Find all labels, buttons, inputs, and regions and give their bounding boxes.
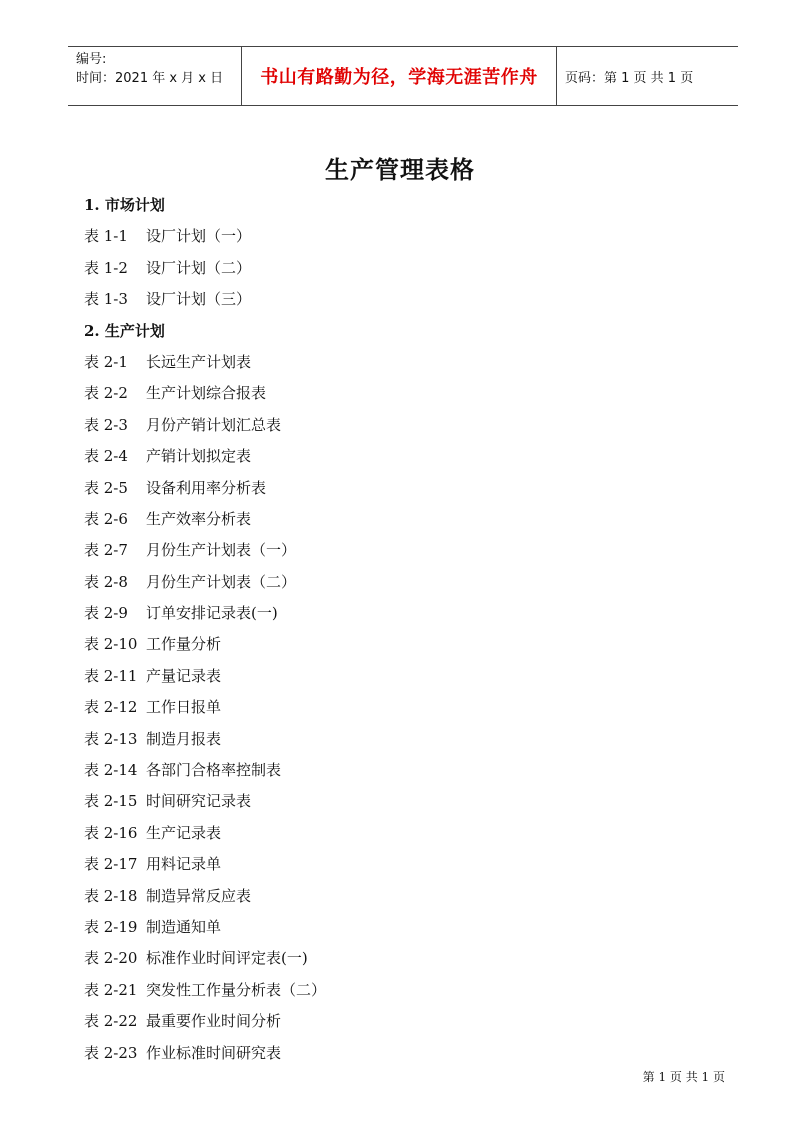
toc-item — [84, 441, 326, 472]
toc-item-label: 表 2-19 — [84, 917, 138, 936]
toc-item — [84, 818, 326, 849]
toc-item — [84, 347, 326, 378]
toc-item-title: 产量记录表 — [146, 666, 222, 685]
toc-item-label: 表 2-17 — [84, 855, 138, 874]
toc-item-title: 月份生产计划表（二） — [146, 572, 297, 591]
toc-item — [84, 567, 326, 598]
toc-item-label: 表 2-23 — [84, 1043, 138, 1062]
toc-item — [84, 253, 326, 284]
toc-item-label: 表 2-9 — [84, 604, 128, 623]
header-meta — [68, 47, 242, 105]
table-of-contents — [84, 190, 326, 1069]
toc-item — [84, 849, 326, 880]
toc-item-title: 设厂计划（一） — [146, 227, 252, 246]
toc-item-label: 表 2-5 — [84, 478, 128, 497]
toc-item — [84, 473, 326, 504]
toc-item-title: 设备利用率分析表 — [146, 478, 267, 497]
toc-item-label: 表 2-2 — [84, 384, 128, 403]
toc-item-label: 表 2-14 — [84, 761, 138, 780]
toc-item-label: 表 2-22 — [84, 1012, 138, 1031]
toc-item — [84, 629, 326, 660]
toc-item — [84, 912, 326, 943]
toc-item-label: 1. 市场计划 — [84, 196, 165, 214]
toc-item-label: 表 2-8 — [84, 572, 128, 591]
toc-item-label: 表 2-21 — [84, 980, 138, 999]
toc-item-label: 表 2-15 — [84, 792, 138, 811]
toc-item-title: 产销计划拟定表 — [146, 447, 252, 466]
toc-item — [84, 661, 326, 692]
toc-item-title: 突发性工作量分析表（二） — [146, 980, 327, 999]
toc-item — [84, 786, 326, 817]
toc-item-label: 表 1-1 — [84, 227, 128, 246]
toc-item-title: 工作量分析 — [146, 635, 222, 654]
toc-item-label: 表 2-10 — [84, 635, 138, 654]
toc-item-title: 月份生产计划表（一） — [146, 541, 297, 560]
toc-item — [84, 975, 326, 1006]
toc-item-label: 表 2-1 — [84, 352, 128, 371]
header-page-info: 页码：第 1 页 共 1 页 — [565, 70, 694, 86]
toc-item-title: 长远生产计划表 — [146, 352, 252, 371]
toc-item-title: 制造异常反应表 — [146, 886, 252, 905]
toc-item-label: 表 2-16 — [84, 823, 138, 842]
toc-item-title: 生产记录表 — [146, 823, 222, 842]
toc-item-title: 用料记录单 — [146, 855, 222, 874]
toc-item — [84, 881, 326, 912]
toc-item-label: 表 2-13 — [84, 729, 138, 748]
page-footer: 第 1 页 共 1 页 — [642, 1070, 725, 1084]
toc-item — [84, 1006, 326, 1037]
toc-item-label: 表 2-20 — [84, 949, 138, 968]
toc-item-label: 表 2-3 — [84, 415, 128, 434]
toc-item-title: 设厂计划（二） — [146, 258, 252, 277]
toc-item-label: 表 1-3 — [84, 290, 128, 309]
toc-item-label: 表 2-7 — [84, 541, 128, 560]
toc-item — [84, 1038, 326, 1069]
toc-item-title: 生产效率分析表 — [146, 509, 252, 528]
number-label: 编号: — [76, 52, 107, 67]
toc-item — [84, 755, 326, 786]
toc-item-label: 表 2-18 — [84, 886, 138, 905]
toc-item-title: 制造通知单 — [146, 917, 222, 936]
toc-item-title: 月份产销计划汇总表 — [146, 415, 282, 434]
toc-item — [84, 535, 326, 566]
toc-item-label: 表 2-4 — [84, 447, 128, 466]
header-motto: 书山有路勤为径，学海无涯苦作舟 — [242, 47, 557, 105]
document-header — [68, 46, 738, 106]
toc-item-label: 表 2-12 — [84, 698, 138, 717]
toc-item — [84, 221, 326, 252]
time-label: 时间：2021 年 x 月 x 日 — [76, 71, 224, 86]
toc-item-title: 设厂计划（三） — [146, 290, 252, 309]
toc-item-label: 2. 生产计划 — [84, 321, 165, 340]
toc-item-title: 生产计划综合报表 — [146, 384, 267, 403]
toc-item-title: 工作日报单 — [146, 698, 222, 717]
toc-item — [84, 724, 326, 755]
toc-item-title: 最重要作业时间分析 — [146, 1012, 282, 1031]
toc-item-title: 订单安排记录表(一) — [146, 604, 278, 623]
toc-item-title: 时间研究记录表 — [146, 792, 252, 811]
toc-item-title: 各部门合格率控制表 — [146, 761, 282, 780]
toc-item — [84, 316, 326, 347]
toc-item — [84, 410, 326, 441]
toc-item — [84, 378, 326, 409]
toc-item — [84, 284, 326, 315]
toc-item — [84, 692, 326, 723]
toc-item-title: 作业标准时间研究表 — [146, 1043, 282, 1062]
toc-item — [84, 598, 326, 629]
toc-item-label: 表 2-11 — [84, 666, 138, 685]
toc-item-title: 标准作业时间评定表(一) — [146, 949, 308, 968]
toc-item — [84, 943, 326, 974]
toc-item-label: 表 1-2 — [84, 258, 128, 277]
toc-item — [84, 190, 326, 221]
toc-item — [84, 504, 326, 535]
page-title: 生产管理表格 — [325, 155, 475, 184]
toc-item-title: 制造月报表 — [146, 729, 222, 748]
toc-item-label: 表 2-6 — [84, 509, 128, 528]
